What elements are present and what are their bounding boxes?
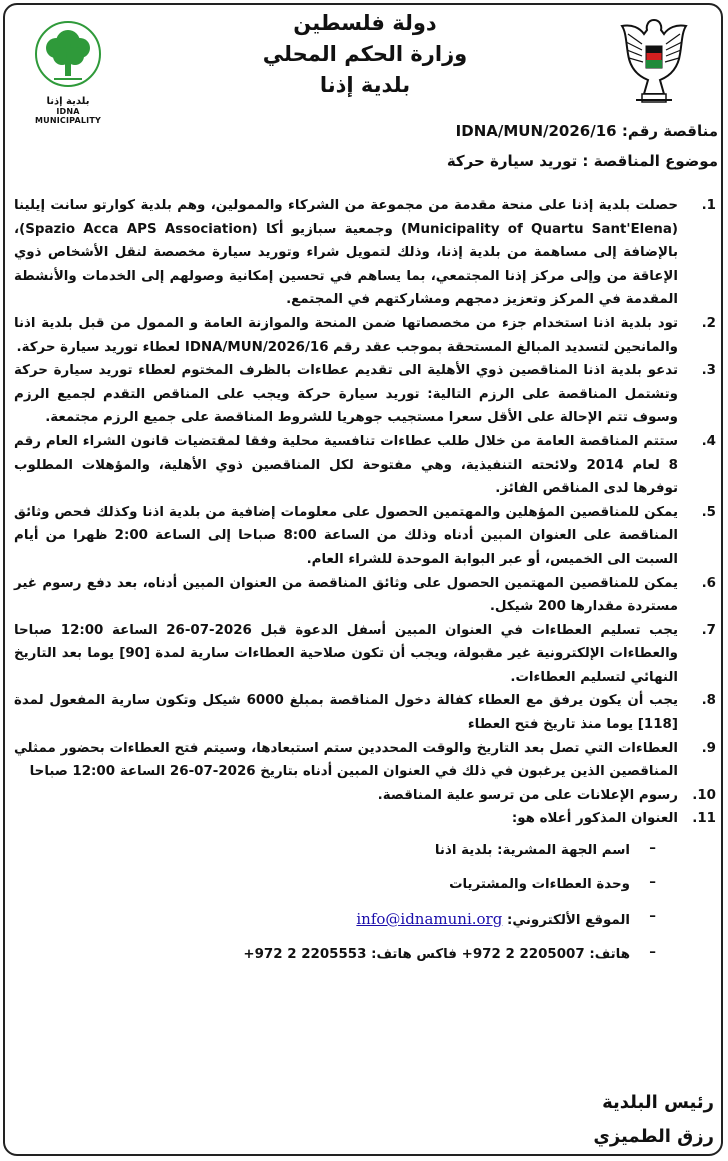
municipality-logo <box>22 20 114 125</box>
address-unit: – وحدة العطاءات والمشتريات <box>449 875 656 893</box>
ministry-name: وزارة الحكم المحلي <box>262 42 468 66</box>
clause-text: يجب تسليم العطاءات في العنوان المبين أسفل الدعوة قبل 2026-07-26 الساعة 12:00 صباحا والعطاءات الإلكترونية غير مقبولة، ويجب أن تكون صلاحية العطاءات سارية لمدة [90] يوما بعد التاريخ النهائي لتسليم العطاءات. <box>14 622 678 685</box>
clause-2 <box>14 312 716 359</box>
clause-text: يمكن للمناقصين المهتمين الحصول على وثائق المناقصة من العنوان المبين أدناه، بعد دفع رسوم غير مستردة مقدارها 200 شيكل. <box>14 575 678 615</box>
state-name: دولة فلسطين <box>293 11 437 35</box>
header-titles <box>220 8 510 101</box>
clause-8 <box>14 689 716 736</box>
clause-number: 1. <box>701 198 716 213</box>
signature-name: رزق الطميزي <box>593 1126 714 1147</box>
address-website: – الموقع الألكتروني: info@idnamuni.org <box>356 909 656 929</box>
tender-subject: موضوع المناقصة : توريد سيارة حركة <box>446 152 718 170</box>
tender-clauses <box>14 194 716 969</box>
clause-text: يجب أن يكون يرفق مع العطاء كفالة دخول المناقصة بمبلغ 6000 شيكل وتكون سارية المفعول لمدة [118] يوما منذ تاريخ فتح العطاء <box>14 693 678 733</box>
clause-number: 10. <box>692 787 716 803</box>
address-phone: – هاتف: 2205007 2 972+ فاكس هاتف: 2205553 2 972+ <box>243 945 656 963</box>
email-link[interactable]: info@idnamuni.org <box>356 910 503 929</box>
clause-text: حصلت بلدية إذنا على منحة مقدمة من مجموعة من الشركاء والممولين، وهم بلدية كوارتو سانت إيلينا (Municipality of Quartu Sant'Elena) وجمعية سبازيو أكا (Spazio Acca APS Association)، بالإضافة إلى مساهمة من بلدية إذنا، وذلك لتمويل شراء وتوريد سيارة مخصصة لنقل الأشخاص ذوي الإعاقة من وإلى مركز إذنا المجتمعي، بما يساهم في تحسين إمكانية وصولهم إلى الخدمات والأنشطة المقدمة في المركز وتعزيز دمجهم ومشاركتهم في المجتمع. <box>14 198 678 308</box>
palestine-eagle-emblem-icon <box>614 14 694 110</box>
clause-7 <box>14 619 716 690</box>
signature-title: رئيس البلدية <box>602 1092 714 1113</box>
website-label: الموقع الألكتروني: <box>507 913 630 929</box>
logo-arabic-text: بلدية إذنا <box>46 96 90 107</box>
clause-number: 6. <box>701 575 716 591</box>
clause-text: ستتم المناقصة العامة من خلال طلب عطاءات تنافسية محلية وفقا لمقتضيات قانون الشراء العام رقم 8 لعام 2014 ولائحته التنفيذية، وهي مفتوحة لكل المناقصين ذوي الأهلية، والمؤهلات المطلوب توفرها لدى المناقص الفائز. <box>14 433 678 497</box>
clause-text: تدعو بلدية اذنا المناقصين ذوي الأهلية الى تقديم عطاءات بالظرف المختوم لعطاء توريد سيارة حركة وتشتمل المناقصة على الرزم التالية: توريد سيارة حركة ويجب على المناقص التقدم لجميع الرزم وسوف تتم الإحالة على الأقل سعرا مستجيب جوهريا للشروط المناقصة على جميع الرزم مجتمعة. <box>14 363 678 426</box>
clause-number: 11. <box>692 811 716 827</box>
tender-number: مناقصة رقم: IDNA/MUN/2026/16 <box>455 122 718 140</box>
clause-number: 8. <box>701 693 716 709</box>
clause-number: 9. <box>701 740 716 756</box>
clause-6 <box>14 572 716 619</box>
clause-text: تود بلدية اذنا استخدام جزء من مخصصاتها ضمن المنحة والموازنة العامة و الممول من قبل بلدية اذنا والمانحين لتسديد المبالغ المستحقة بموجب عقد رقم IDNA/MUN/2026/16 لعطاء توريد سيارة حركة. <box>14 315 678 355</box>
logo-english-text: IDNA MUNICIPALITY <box>34 107 102 125</box>
signature-block <box>593 1086 714 1154</box>
clause-text: العنوان المذكور أعلاه هو: <box>511 811 678 827</box>
tree-logo-icon <box>30 20 106 92</box>
clause-text: رسوم الإعلانات على من ترسو علية المناقصة. <box>377 787 678 803</box>
clause-number: 3. <box>701 363 716 379</box>
clause-11 <box>14 807 716 831</box>
clause-number: 7. <box>701 622 716 638</box>
clause-text: يمكن للمناقصين المؤهلين والمهتمين الحصول على معلومات إضافية من بلدية اذنا وكذلك فحص وثائق المناقصة على العنوان المبين أدناه وذلك من الساعة 8:00 صباحا إلى الساعة 2:00 ظهرا من أيام السبت الى الخميس، أو عبر البوابة الموحدة للشراء العام. <box>14 504 678 567</box>
clause-1 <box>14 194 716 312</box>
clause-number: 2. <box>701 315 716 331</box>
address-entity: – اسم الجهة المشرية: بلدية اذنا <box>434 841 656 859</box>
clause-number: 4. <box>701 433 716 449</box>
clause-5 <box>14 501 716 572</box>
clause-4 <box>14 430 716 501</box>
clause-10 <box>14 784 716 808</box>
clause-text: العطاءات التي تصل بعد التاريخ والوقت المحددين ستم استبعادها، وسيتم فتح العطاءات بحضور ممثلي المناقصين الذين يرغبون في ذلك في العنوان المبين أدناه بتاريخ 2026-07-26 الساعة 12:00 صباحا <box>14 740 678 780</box>
clause-number: 5. <box>701 504 716 520</box>
clause-9 <box>14 737 716 784</box>
municipality-name: بلدية إذنا <box>319 73 411 97</box>
clause-3 <box>14 359 716 430</box>
